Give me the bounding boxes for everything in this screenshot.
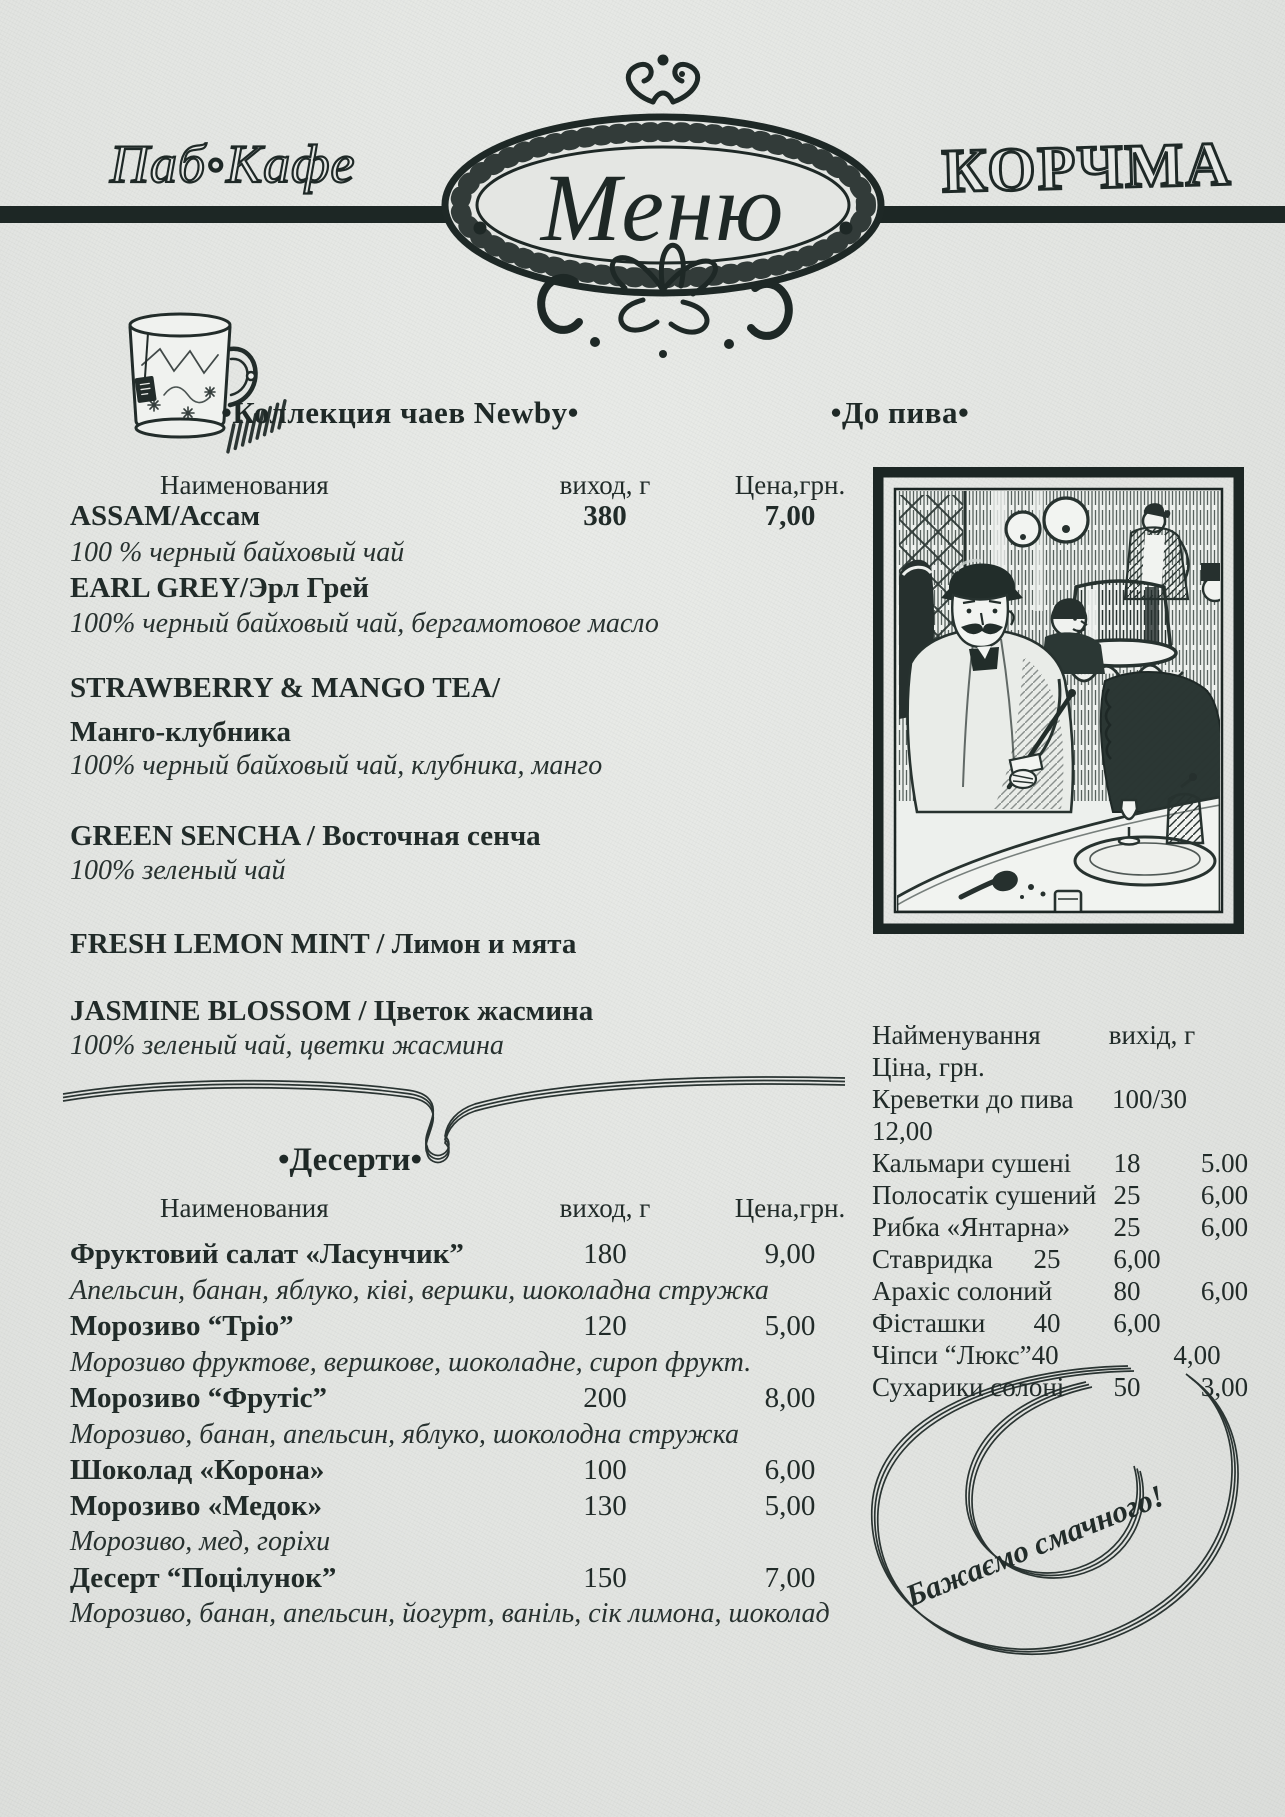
- badge-title: Меню: [540, 154, 786, 261]
- dessert-item-desc: Морозиво, мед, горіхи: [70, 1526, 331, 1557]
- beer-item-row: [872, 1084, 1272, 1116]
- beer-item-name: Ставридка: [872, 1244, 993, 1274]
- dessert-item-weight: 180: [583, 1238, 627, 1270]
- tea-item-subname: Манго-клубника: [70, 716, 291, 748]
- beer-item-name: Арахіс солоний: [872, 1276, 1053, 1306]
- tea-item-row: [70, 572, 870, 606]
- dessert-item-row: [70, 1454, 870, 1488]
- badge-top-flourish-icon: [628, 64, 697, 102]
- beer-item-row: [872, 1340, 1272, 1372]
- tea-col-price: Цена,грн.: [734, 470, 846, 500]
- korchma-label: КОРЧМА: [941, 130, 1234, 206]
- dessert-item-row: [70, 1382, 870, 1416]
- bon-appetit-wish: Бажаємо смачного!: [900, 1477, 1169, 1614]
- beer-col-weight: вихід, г: [1108, 1020, 1196, 1050]
- beer-item-weight: 80: [1113, 1276, 1141, 1306]
- teacup-icon: [108, 303, 288, 468]
- beer-item-price: 6,00: [1113, 1308, 1161, 1338]
- beer-item-name: Чіпси “Люкс”: [872, 1340, 1032, 1370]
- pub-cafe-label: Паб◦Кафе: [110, 134, 356, 194]
- beer-item-row: [872, 1212, 1272, 1244]
- beer-item-price: 12,00: [872, 1116, 933, 1146]
- tea-item-desc: 100% зеленый чай: [70, 855, 286, 886]
- dessert-item-price: 5,00: [764, 1490, 816, 1522]
- dessert-item-desc: Морозиво фруктове, вершкове, шоколадне, сироп фрукт.: [70, 1347, 752, 1378]
- desserts-section-title: •Десерти•: [277, 1142, 423, 1178]
- tea-item-desc: 100% черный байховый чай, бергамотовое масло: [70, 608, 659, 639]
- beer-item-weight: 25: [1113, 1212, 1141, 1242]
- dessert-item-desc: Морозиво, банан, апельсин, яблуко, шоколодна стружка: [70, 1419, 739, 1450]
- beer-table: [872, 1020, 1272, 1420]
- tea-item-name: JASMINE BLOSSOM / Цветок жасмина: [70, 995, 594, 1027]
- beer-table-header: [872, 1020, 1272, 1052]
- dessert-item-price: 7,00: [764, 1562, 816, 1594]
- tea-col-name: Наименования: [160, 470, 329, 500]
- dessert-item-row: [70, 1562, 870, 1596]
- dessert-item-price: 6,00: [764, 1454, 816, 1486]
- tea-item-price: 7,00: [764, 500, 816, 532]
- beer-col-price: Ціна, грн.: [872, 1052, 985, 1082]
- tea-item-row: [70, 672, 870, 706]
- desserts-table: [70, 1180, 870, 1650]
- tea-item-name: ASSAM/Ассам: [70, 500, 261, 532]
- beer-item-row: [872, 1180, 1272, 1212]
- beer-item-name: Фісташки: [872, 1308, 986, 1338]
- dessert-item-name: Фруктовий салат «Ласунчик”: [70, 1238, 464, 1270]
- dessert-item-name: Морозиво «Медок»: [70, 1490, 323, 1522]
- dessert-item-weight: 120: [583, 1310, 627, 1342]
- beer-item-name: Рибка «Янтарна»: [872, 1212, 1071, 1242]
- beer-section-title: •До пива•: [830, 395, 970, 430]
- dessert-item-name: Морозиво “Тріо”: [70, 1310, 294, 1342]
- beer-col-name: Найменування: [872, 1020, 1041, 1050]
- korchma-logo: [915, 116, 1260, 216]
- tea-item-desc: 100% зеленый чай, цветки жасмина: [70, 1030, 504, 1061]
- beer-item-price: 3,00: [1200, 1372, 1249, 1402]
- beer-item-price: 6,00: [1200, 1276, 1249, 1306]
- beer-item-price: 4,00: [1173, 1340, 1221, 1370]
- beer-item-weight: 50: [1113, 1372, 1141, 1402]
- beer-item-row: [872, 1372, 1272, 1404]
- tea-item-subname-row: [70, 716, 870, 750]
- dessert-item-weight: 150: [583, 1562, 627, 1594]
- dessert-item-weight: 200: [583, 1382, 627, 1414]
- dessert-item-row: [70, 1310, 870, 1344]
- beer-item-price: 6,00: [1113, 1244, 1161, 1274]
- dessert-item-desc: Морозиво, банан, апельсин, йогурт, ваніль, сік лимона, шоколад: [70, 1598, 830, 1629]
- tea-item-desc: 100% черный байховый чай, клубника, манго: [70, 750, 603, 781]
- tea-item-desc: 100 % черный байховый чай: [70, 537, 405, 568]
- dessert-item-row: [70, 1490, 870, 1524]
- beer-item-price-row: [872, 1116, 1272, 1148]
- desserts-col-price: Цена,грн.: [734, 1193, 846, 1223]
- beer-table-header-price: [872, 1052, 1272, 1084]
- dessert-item-name: Морозиво “Фрутіс”: [70, 1382, 328, 1414]
- beer-item-weight: 40: [1033, 1308, 1061, 1338]
- beer-item-name: Креветки до пива: [872, 1084, 1074, 1114]
- beer-item-price: 6,00: [1200, 1212, 1249, 1242]
- dessert-item-weight: 100: [583, 1454, 627, 1486]
- beer-item-name: Кальмари сушені: [872, 1148, 1072, 1178]
- tea-item-weight: 380: [583, 500, 627, 532]
- pub-cafe-logo: [102, 122, 392, 208]
- dessert-item-price: 8,00: [764, 1382, 816, 1414]
- beer-item-weight: 100/30: [1111, 1084, 1187, 1114]
- tea-item-name: EARL GREY/Эрл Грей: [70, 572, 369, 604]
- beer-item-weight: 40: [1031, 1340, 1059, 1370]
- dessert-item-desc: Апельсин, банан, яблуко, ківі, вершки, шоколадна стружка: [70, 1275, 769, 1306]
- beer-item-price: 5.00: [1200, 1148, 1249, 1178]
- tea-section-title: •Коллекция чаев Newby•: [221, 395, 579, 430]
- tea-item-row: [70, 928, 870, 962]
- tea-item-row: [70, 820, 870, 854]
- beer-item-weight: 25: [1113, 1180, 1141, 1210]
- beer-item-weight: 25: [1033, 1244, 1061, 1274]
- beer-item-name: Полосатік сушений: [872, 1180, 1097, 1210]
- tea-item-row: [70, 995, 870, 1029]
- beer-item-name: Сухарики солоні: [872, 1372, 1065, 1402]
- beer-item-row: [872, 1276, 1272, 1308]
- dessert-item-name: Шоколад «Корона»: [70, 1454, 325, 1486]
- desserts-col-weight: виход, г: [559, 1193, 651, 1223]
- tea-item-name: STRAWBERRY & MANGO TEA/: [70, 672, 501, 704]
- tea-col-weight: виход, г: [559, 470, 651, 500]
- dessert-item-price: 9,00: [764, 1238, 816, 1270]
- desserts-col-name: Наименования: [160, 1193, 329, 1223]
- tea-item-name: FRESH LEMON MINT / Лимон и мята: [70, 928, 577, 960]
- dessert-item-weight: 130: [583, 1490, 627, 1522]
- beer-item-price: 6,00: [1200, 1180, 1249, 1210]
- beer-item-row: [872, 1244, 1272, 1276]
- beer-item-row: [872, 1308, 1272, 1340]
- tea-item-row: [70, 500, 870, 534]
- beer-item-weight: 18: [1113, 1148, 1141, 1178]
- beer-item-row: [872, 1148, 1272, 1180]
- cafe-scene-artwork: [873, 467, 1244, 934]
- desserts-table-header: [70, 1193, 870, 1227]
- dessert-item-price: 5,00: [764, 1310, 816, 1342]
- tea-item-name: GREEN SENCHA / Восточная сенча: [70, 820, 541, 852]
- tea-table: [70, 470, 870, 1090]
- menu-badge: [430, 50, 900, 365]
- tea-table-header: [70, 470, 870, 504]
- dessert-item-name: Десерт “Поцілунок”: [70, 1562, 337, 1594]
- dessert-item-row: [70, 1238, 870, 1272]
